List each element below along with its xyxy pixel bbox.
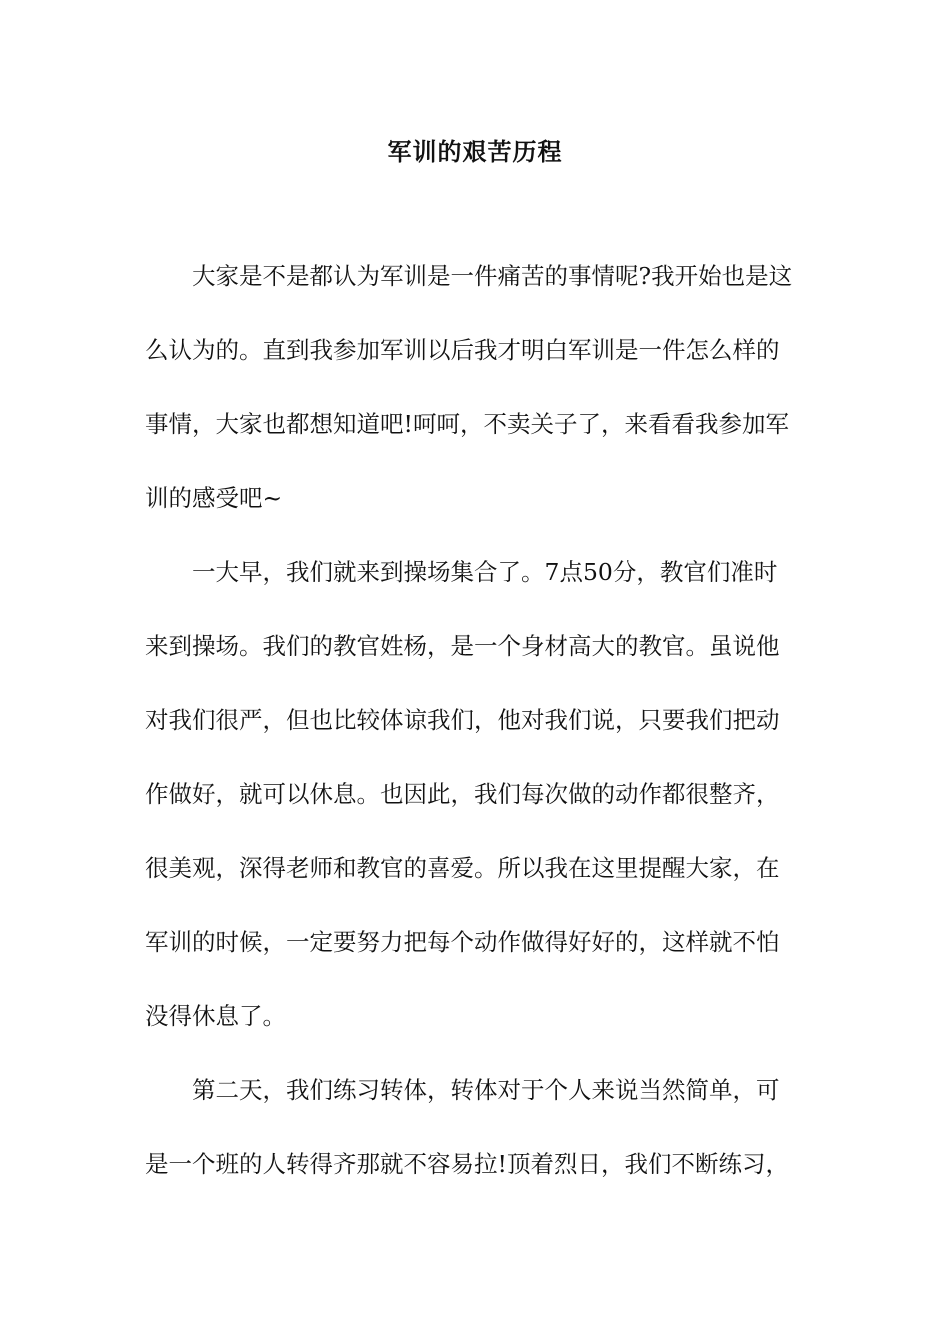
text-line: 训的感受吧~ <box>145 484 283 512</box>
paragraph <box>145 554 807 1035</box>
text-line: 没得休息了。 <box>145 1002 286 1030</box>
document-body <box>145 258 807 1220</box>
paragraph <box>145 1072 807 1183</box>
text-line: 大家是不是都认为军训是一件痛苦的事情呢?我开始也是这 <box>192 262 793 290</box>
text-line: 第二天，我们练习转体，转体对于个人来说当然简单，可 <box>192 1076 780 1104</box>
text-line: 很美观，深得老师和教官的喜爱。所以我在这里提醒大家，在 <box>145 854 780 882</box>
text-line: 对我们很严，但也比较体谅我们，他对我们说，只要我们把动 <box>145 706 780 734</box>
text-line: 是一个班的人转得齐那就不容易拉!顶着烈日，我们不断练习， <box>145 1150 789 1178</box>
text-line: 一大早，我们就来到操场集合了。7点50分，教官们准时 <box>192 558 778 586</box>
text-line: 作做好，就可以休息。也因此，我们每次做的动作都很整齐， <box>145 780 780 808</box>
document-title: 军训的艰苦历程 <box>387 137 563 166</box>
text-line: 么认为的。直到我参加军训以后我才明白军训是一件怎么样的 <box>145 336 780 364</box>
paragraph <box>145 258 807 517</box>
text-line: 军训的时候，一定要努力把每个动作做得好好的，这样就不怕 <box>145 928 780 956</box>
text-line: 事情，大家也都想知道吧!呵呵，不卖关子了，来看看我参加军 <box>145 410 789 438</box>
text-line: 来到操场。我们的教官姓杨，是一个身材高大的教官。虽说他 <box>145 632 780 660</box>
